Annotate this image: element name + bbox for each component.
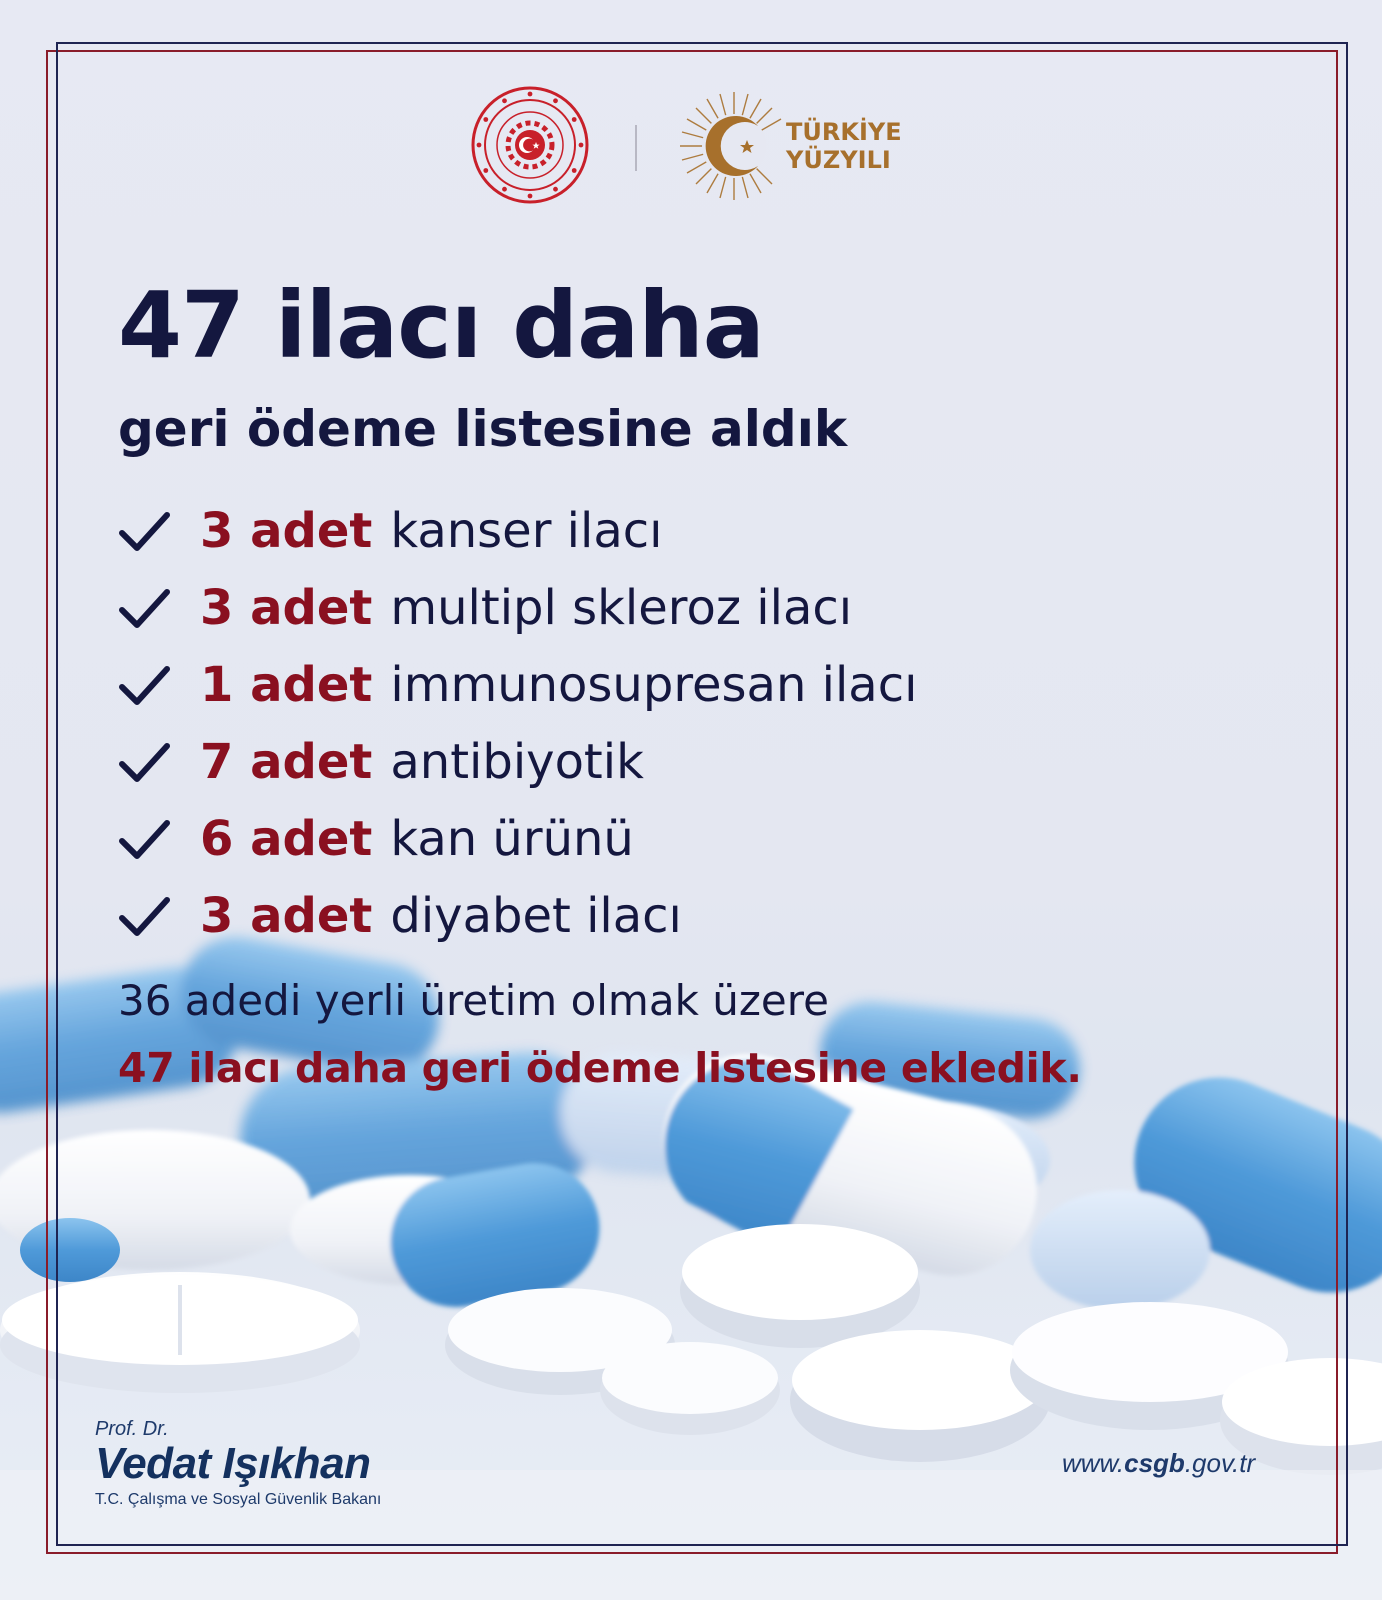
item-label: multipl skleroz ilacı [390, 579, 853, 636]
list-item [118, 723, 917, 800]
checkmark-icon [118, 586, 170, 630]
item-quantity: 6 adet [200, 810, 373, 867]
drug-list [118, 492, 917, 954]
logo-text-line1: TÜRKİYE [786, 118, 902, 146]
signature-name: Vedat Işıkhan [95, 1439, 371, 1488]
list-item [118, 646, 917, 723]
checkmark-icon [118, 663, 170, 707]
website-domain: csgb [1124, 1448, 1185, 1478]
item-label: diyabet ilacı [390, 887, 682, 944]
website-prefix: www. [1062, 1448, 1125, 1478]
checkmark-icon [118, 740, 170, 784]
list-item [118, 877, 917, 954]
item-quantity: 7 adet [200, 733, 373, 790]
checkmark-icon [118, 894, 170, 938]
logo-text-line2: YÜZYILI [786, 146, 891, 174]
signature-block [95, 1418, 381, 1509]
subheadline: geri ödeme listesine aldık [118, 400, 848, 458]
checkmark-icon [118, 509, 170, 553]
list-item [118, 492, 917, 569]
item-quantity: 3 adet [200, 579, 373, 636]
item-label: antibiyotik [390, 733, 644, 790]
website-url [1062, 1448, 1255, 1479]
item-label: immunosupresan ilacı [390, 656, 918, 713]
item-label: kanser ilacı [390, 502, 663, 559]
summary-line-2: 47 ilacı daha geri ödeme listesine ekledik. [118, 1044, 1082, 1092]
signature-role: T.C. Çalışma ve Sosyal Güvenlik Bakanı [95, 1491, 382, 1508]
ministry-seal-logo [470, 85, 590, 205]
list-item [118, 569, 917, 646]
item-quantity: 3 adet [200, 887, 373, 944]
list-item [118, 800, 917, 877]
item-quantity: 1 adet [200, 656, 373, 713]
item-quantity: 3 adet [200, 502, 373, 559]
logo-bar [0, 85, 1382, 205]
checkmark-icon [118, 817, 170, 861]
headline: 47 ilacı daha [118, 272, 764, 379]
logo-separator [635, 125, 637, 171]
item-label: kan ürünü [390, 810, 634, 867]
signature-title: Prof. Dr. [95, 1418, 169, 1440]
turkiye-yuzyili-logo [678, 90, 918, 202]
summary-line-1: 36 adedi yerli üretim olmak üzere [118, 976, 829, 1025]
website-suffix: .gov.tr [1184, 1448, 1256, 1478]
